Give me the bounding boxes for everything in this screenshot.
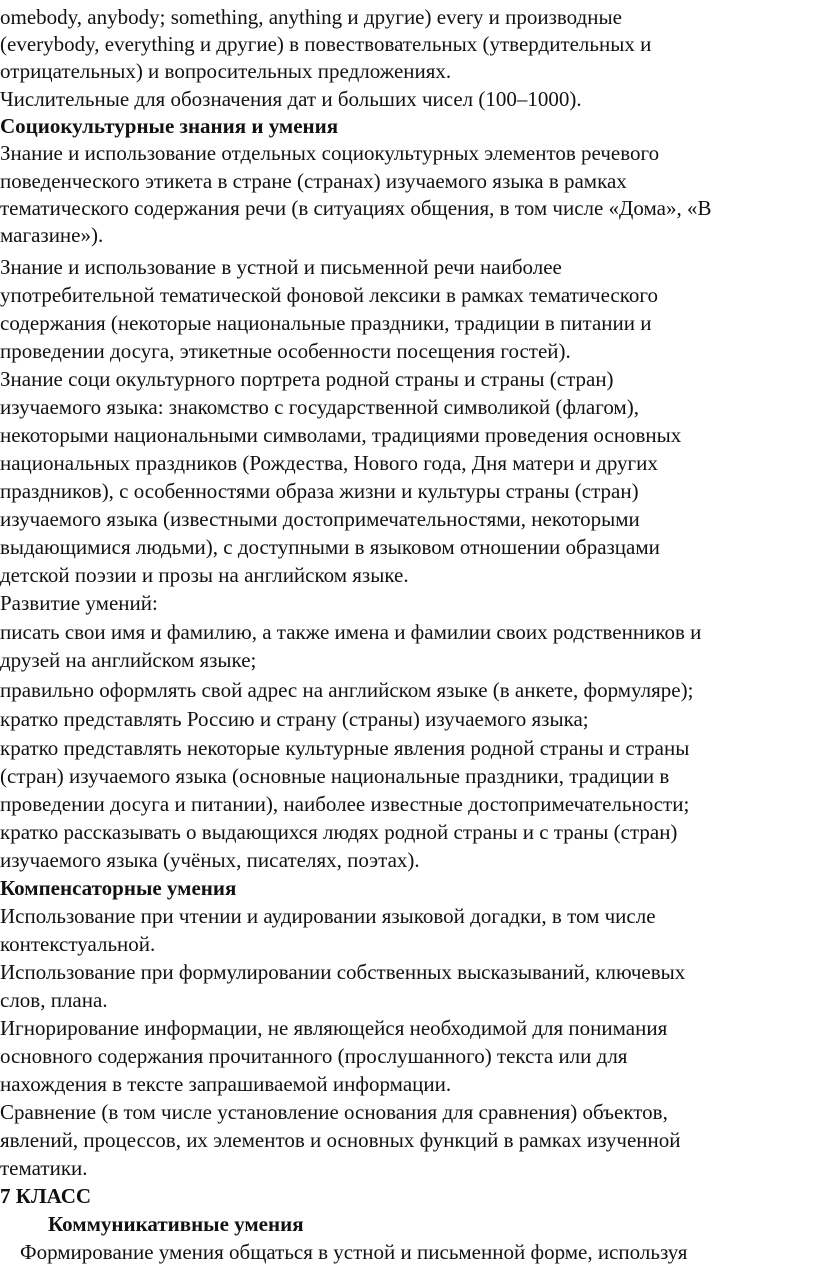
text-line: Сравнение (в том числе установление основания для сравнения) объектов, [0,1100,668,1124]
text-line: слов, плана. [0,988,108,1012]
text-line: Знание соци окультурного портрета родной страны и страны (стран) [0,367,614,391]
subsection-heading: Коммуникативные умения [48,1212,304,1236]
text-line: друзей на английском языке; [0,648,257,672]
text-line: контекстуальной. [0,932,156,956]
text-line: изучаемого языка (известными достопримечательностями, некоторыми [0,507,640,531]
text-line: писать свои имя и фамилию, а также имена и фамилии своих родственников и [0,620,702,644]
text-line: национальных праздников (Рождества, Нового года, Дня матери и других [0,451,658,475]
text-line: содержания (некоторые национальные праздники, традиции в питании и [0,311,652,335]
text-line: Развитие умений: [0,591,158,615]
text-line: нахождения в тексте запрашиваемой информации. [0,1072,452,1096]
section-heading: Компенсаторные умения [0,876,237,900]
text-line: Формирование умения общаться в устной и письменной форме, используя [20,1240,688,1264]
text-line: отрицательных) и вопросительных предложениях. [0,59,452,83]
text-line: кратко представлять некоторые культурные явления родной страны и страны [0,736,690,760]
text-line: поведенческого этикета в стране (странах) изучаемого языка в рамках [0,169,627,193]
text-line: изучаемого языка: знакомство с государственной символикой (флагом), [0,395,639,419]
text-line: праздников), с особенностями образа жизни и культуры страны (стран) [0,479,639,503]
text-line: изучаемого языка (учёных, писателях, поэтах). [0,848,420,872]
class-heading: 7 КЛАСС [0,1184,92,1208]
text-line: (everybody, everything и другие) в повествовательных (утвердительных и [0,32,652,56]
text-line: основного содержания прочитанного (прослушанного) текста или для [0,1044,628,1068]
text-line: тематического содержания речи (в ситуациях общения, в том числе «Дома», «В [0,196,712,220]
text-line: (стран) изучаемого языка (основные национальные праздники, традиции в [0,764,670,788]
text-line: тематики. [0,1156,88,1180]
text-line: магазине»). [0,223,104,247]
text-line: детской поэзии и прозы на английском языке. [0,563,409,587]
text-line: Числительные для обозначения дат и больших чисел (100–1000). [0,87,582,111]
text-line: omebody, anybody; something, anything и другие) every и производные [0,5,622,29]
text-line: кратко рассказывать о выдающихся людях родной страны и с траны (стран) [0,820,678,844]
text-line: кратко представлять Россию и страну (страны) изучаемого языка; [0,707,589,731]
text-line: употребительной тематической фоновой лексики в рамках тематического [0,283,658,307]
text-line: проведении досуга, этикетные особенности посещения гостей). [0,339,571,363]
text-line: выдающимися людьми), с доступными в языковом отношении образцами [0,535,660,559]
text-line: правильно оформлять свой адрес на английском языке (в анкете, формуляре); [0,678,694,702]
text-line: проведении досуга и питании), наиболее известные достопримечательности; [0,792,690,816]
text-line: Использование при формулировании собственных высказываний, ключевых [0,960,686,984]
text-line: некоторыми национальными символами, традициями проведения основных [0,423,682,447]
section-heading: Социокультурные знания и умения [0,114,339,138]
text-line: Игнорирование информации, не являющейся необходимой для понимания [0,1016,668,1040]
text-line: Использование при чтении и аудировании языковой догадки, в том числе [0,904,656,928]
text-line: Знание и использование в устной и письменной речи наиболее [0,255,562,279]
text-line: Знание и использование отдельных социокультурных элементов речевого [0,141,660,165]
text-line: явлений, процессов, их элементов и основных функций в рамках изученной [0,1128,681,1152]
